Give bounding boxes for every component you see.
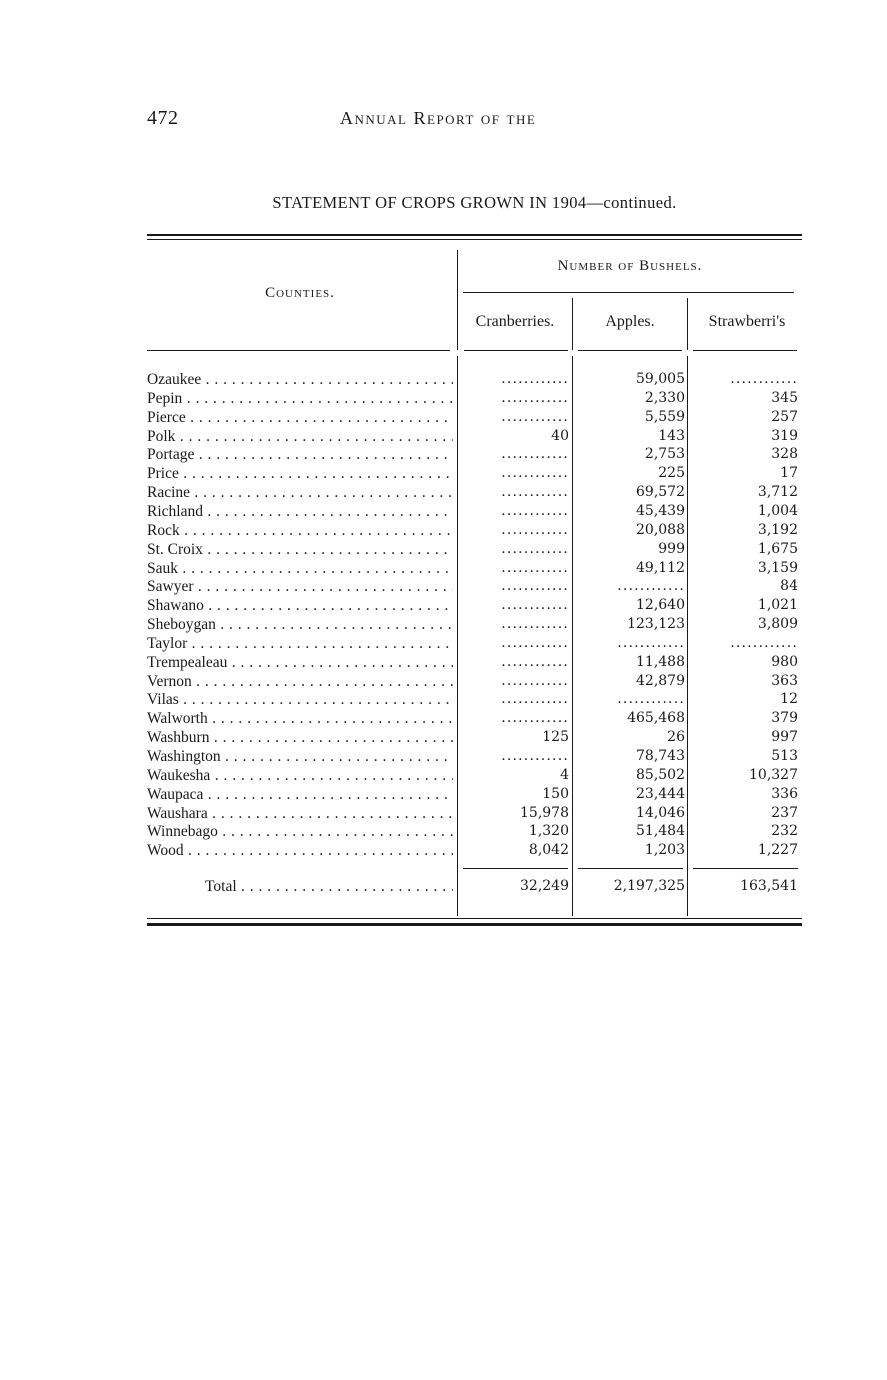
strawberries-cell: 336 <box>771 785 798 802</box>
strawberries-cell: 1,227 <box>757 842 798 859</box>
strawberries-cell: 3,192 <box>757 521 798 538</box>
apples-cell: 2,330 <box>644 389 685 406</box>
col-header-cranberries: Cranberries. <box>475 313 555 330</box>
cranberries-cell: 15,978 <box>520 804 569 821</box>
strawberries-cell: 345 <box>771 389 798 406</box>
table-title-text: STATEMENT OF CROPS GROWN IN 1904—continued. <box>272 193 677 212</box>
county-name: St. Croix . . . <box>147 540 453 559</box>
strawberries-cell: 3,159 <box>757 559 798 576</box>
table-row <box>147 766 802 785</box>
strawberries-cell: 1,004 <box>757 502 798 519</box>
cranberries-cell: ............ <box>501 634 569 651</box>
table-row <box>147 540 802 559</box>
apples-cell: ............ <box>617 578 685 595</box>
top-rule-thick <box>147 234 802 236</box>
county-name: Rock . . . <box>147 521 453 540</box>
total-strawberries: 163,541 <box>740 878 798 894</box>
apples-cell: 123,123 <box>627 616 685 633</box>
strawberries-cell: 1,021 <box>757 597 798 614</box>
county-name: Waukesha . . . <box>147 766 453 785</box>
table-title <box>0 193 887 213</box>
strawberries-cell: 328 <box>771 446 798 463</box>
apples-cell: 11,488 <box>636 653 685 670</box>
cranberries-cell: ............ <box>501 521 569 538</box>
page-number: 472 <box>147 107 179 129</box>
cranberries-cell: ............ <box>501 446 569 463</box>
apples-cell: 999 <box>658 540 685 557</box>
header-underline-c2 <box>578 350 682 351</box>
county-name: Vernon . . . <box>147 672 453 691</box>
county-name: Price . . . <box>147 464 453 483</box>
cranberries-cell: ............ <box>501 502 569 519</box>
county-name: Richland . . . <box>147 502 453 521</box>
col-header-strawberries: Strawberri's <box>708 313 786 330</box>
county-name: Portage . . . <box>147 445 453 464</box>
table-row <box>147 822 802 841</box>
table-row <box>147 483 802 502</box>
county-name: Waushara . . . <box>147 804 453 823</box>
strawberries-cell: 379 <box>771 710 798 727</box>
total-row <box>147 877 802 896</box>
total-cranberries: 32,249 <box>520 878 569 894</box>
apples-cell: 23,444 <box>636 785 685 802</box>
apples-cell: 78,743 <box>636 748 685 764</box>
county-name: Shawano . . . <box>147 596 453 615</box>
cranberries-cell: 40 <box>551 427 569 444</box>
header-underline-stub <box>147 350 450 351</box>
bottom-rule-thin <box>147 918 802 919</box>
table-row <box>147 596 802 615</box>
total-rule-c3 <box>693 868 798 869</box>
apples-cell: 26 <box>667 729 685 746</box>
apples-cell: 49,112 <box>636 559 685 576</box>
apples-cell: 2,753 <box>644 446 685 463</box>
strawberries-cell: 232 <box>771 823 798 840</box>
strawberries-cell: 257 <box>771 408 798 425</box>
top-rule-thin <box>147 239 802 240</box>
running-head: Annual Report of the <box>340 108 537 128</box>
county-name: Taylor . . . <box>147 634 453 653</box>
strawberries-cell: 319 <box>771 427 798 444</box>
apples-cell: 85,502 <box>636 766 685 783</box>
strawberries-cell: 997 <box>771 729 798 746</box>
table-row <box>147 389 802 408</box>
apples-cell: ............ <box>617 634 685 651</box>
county-name: Waupaca . . . <box>147 785 453 804</box>
cranberries-cell: 4 <box>560 766 569 783</box>
table-row <box>147 464 802 483</box>
strawberries-cell: 1,675 <box>757 540 798 557</box>
total-label: Total . . . <box>205 877 453 896</box>
table-row <box>147 559 802 578</box>
header-underline-c1 <box>464 350 568 351</box>
cranberries-cell: ............ <box>501 389 569 406</box>
cranberries-cell: ............ <box>501 484 569 501</box>
strawberries-cell: 12 <box>780 691 798 708</box>
table-row <box>147 690 802 709</box>
table-row <box>147 709 802 728</box>
table-row <box>147 785 802 804</box>
apples-cell: 143 <box>658 427 685 444</box>
table-row <box>147 653 802 672</box>
county-name: Polk . . . <box>147 427 453 446</box>
apples-cell: ............ <box>617 691 685 708</box>
apples-cell: 465,468 <box>627 710 685 727</box>
apples-cell: 69,572 <box>636 484 685 501</box>
strawberries-cell: 10,327 <box>749 766 798 783</box>
cranberries-cell: ............ <box>501 748 569 764</box>
cranberries-cell: ............ <box>501 691 569 708</box>
county-name: Trempealeau . . . <box>147 653 453 672</box>
table-row <box>147 577 802 596</box>
strawberries-cell: 84 <box>780 578 798 595</box>
table-row <box>147 841 802 860</box>
county-name: Wood . . . <box>147 841 453 860</box>
table-row <box>147 728 802 747</box>
apples-cell: 5,559 <box>644 408 685 425</box>
strawberries-cell: ............ <box>730 371 798 387</box>
cranberries-cell: ............ <box>501 578 569 595</box>
total-rule-c2 <box>578 868 683 869</box>
apples-cell: 225 <box>658 465 685 482</box>
table-row <box>147 634 802 653</box>
cranberries-cell: ............ <box>501 540 569 557</box>
county-name: Ozaukee . . . <box>147 370 453 389</box>
table-row <box>147 521 802 540</box>
stub-header: Counties. <box>265 285 335 301</box>
table-row <box>147 615 802 634</box>
county-name: Winnebago . . . <box>147 822 453 841</box>
bottom-rule-thick <box>147 923 802 926</box>
cranberries-cell: ............ <box>501 672 569 689</box>
cranberries-cell: ............ <box>501 616 569 633</box>
total-apples: 2,197,325 <box>613 878 685 894</box>
apples-cell: 59,005 <box>636 371 685 387</box>
strawberries-cell: 237 <box>771 804 798 821</box>
county-name: Washington . . . <box>147 747 453 766</box>
group-header: Number of Bushels. <box>557 258 703 274</box>
table-row <box>147 747 802 766</box>
county-name: Walworth . . . <box>147 709 453 728</box>
county-name: Vilas . . . <box>147 690 453 709</box>
strawberries-cell: 513 <box>771 748 798 764</box>
col-header-apples: Apples. <box>605 313 655 330</box>
county-name: Washburn . . . <box>147 728 453 747</box>
cranberries-cell: 1,320 <box>528 823 569 840</box>
county-name: Sawyer . . . <box>147 577 453 596</box>
apples-cell: 45,439 <box>636 502 685 519</box>
county-name: Sheboygan . . . <box>147 615 453 634</box>
cranberries-cell: ............ <box>501 597 569 614</box>
cranberries-cell: ............ <box>501 465 569 482</box>
apples-cell: 20,088 <box>636 521 685 538</box>
table-row <box>147 445 802 464</box>
strawberries-cell: 3,809 <box>757 616 798 633</box>
header-underline-c3 <box>693 350 797 351</box>
cranberries-cell: ............ <box>501 710 569 727</box>
total-rule-c1 <box>463 868 568 869</box>
group-underline <box>463 292 794 293</box>
apples-cell: 42,879 <box>636 672 685 689</box>
county-name: Sauk . . . <box>147 559 453 578</box>
col-divider-2 <box>687 298 688 350</box>
strawberries-cell: 980 <box>771 653 798 670</box>
cranberries-cell: 8,042 <box>528 842 569 859</box>
strawberries-cell: 363 <box>771 672 798 689</box>
county-name: Pierce . . . <box>147 408 453 427</box>
table-row <box>147 408 802 427</box>
cranberries-cell: 125 <box>542 729 569 746</box>
apples-cell: 1,203 <box>644 842 685 859</box>
strawberries-cell: 3,712 <box>757 484 798 501</box>
table-row <box>147 427 802 446</box>
table-row <box>147 672 802 691</box>
strawberries-cell: ............ <box>730 634 798 651</box>
strawberries-cell: 17 <box>780 465 798 482</box>
cranberries-cell: ............ <box>501 559 569 576</box>
apples-cell: 14,046 <box>636 804 685 821</box>
county-name: Pepin . . . <box>147 389 453 408</box>
cranberries-cell: ............ <box>501 371 569 387</box>
table-row <box>147 804 802 823</box>
cranberries-cell: 150 <box>542 785 569 802</box>
apples-cell: 12,640 <box>636 597 685 614</box>
cranberries-cell: ............ <box>501 653 569 670</box>
table-row <box>147 502 802 521</box>
apples-cell: 51,484 <box>636 823 685 840</box>
col-divider-1 <box>572 298 573 350</box>
table-row <box>147 370 802 389</box>
cranberries-cell: ............ <box>501 408 569 425</box>
county-name: Racine . . . <box>147 483 453 502</box>
